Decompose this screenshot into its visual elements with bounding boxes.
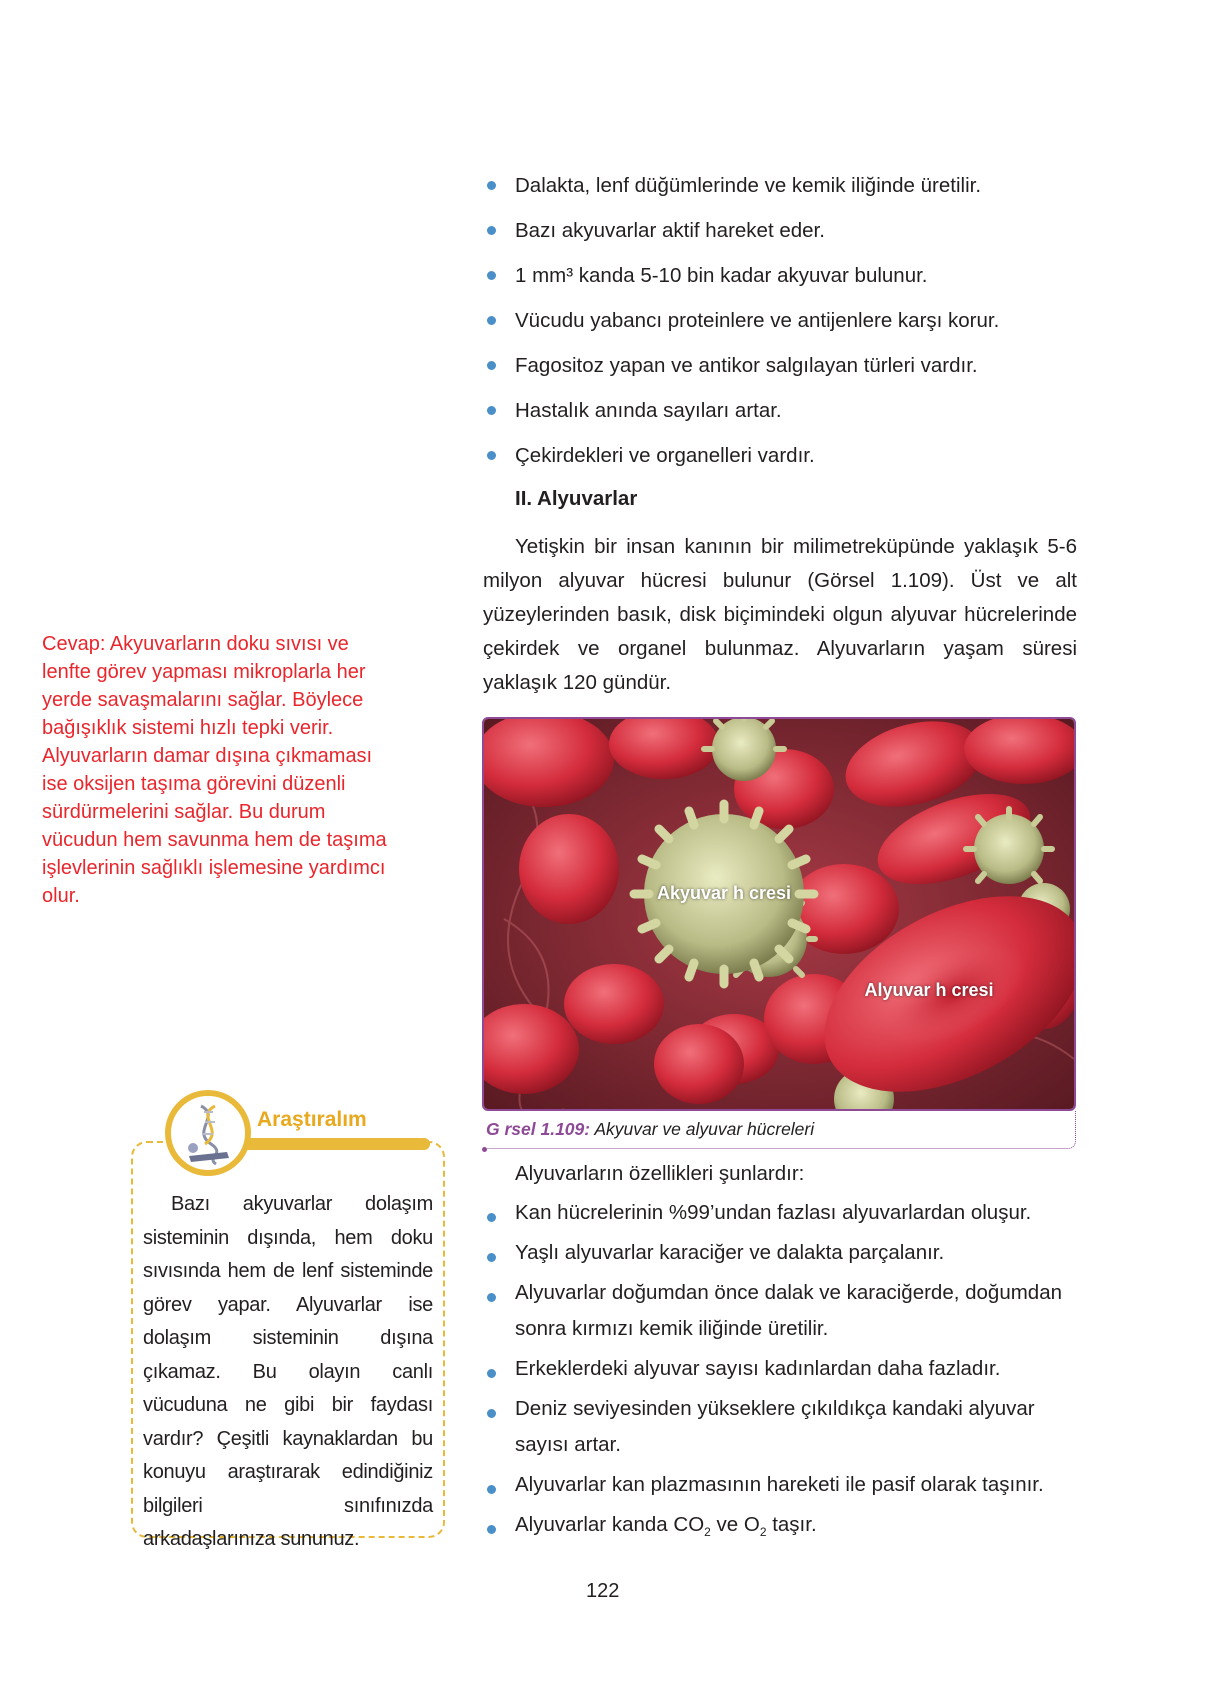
research-title: Araştıralım [257,1108,367,1131]
red-blood-cell-label: Alyuvar h cresi [864,980,994,1000]
list-item: Yaşlı alyuvarlar karaciğer ve dalakta parçalanır. [483,1235,1076,1271]
white-blood-cell-label: Akyuvar h cresi [656,883,792,903]
list-item: Alyuvarlar doğumdan önce dalak ve karaciğerde, doğumdan sonra kırmızı kemik iliğinde üretilir. [483,1275,1076,1347]
list-item: Erkeklerdeki alyuvar sayısı kadınlardan daha fazladır. [483,1351,1076,1387]
research-icon [165,1090,251,1176]
features-intro: Alyuvarların özellikleri şunlardır: [515,1162,805,1185]
caption-label: G rsel 1.109: [486,1119,591,1139]
dna-microscope-icon [171,1096,245,1170]
list-item: Bazı akyuvarlar aktif hareket eder. [483,208,1076,253]
blood-cells-illustration [484,719,1074,1109]
alyuvar-features-list [483,1195,1076,1554]
list-item [483,1507,1076,1550]
carry-text: taşır. [766,1513,817,1536]
caption-dot [482,1147,487,1152]
figure-caption [486,1119,814,1140]
list-item: Dalakta, lenf düğümlerinde ve kemik iliğinde üretilir. [483,163,1076,208]
list-item: Vücudu yabancı proteinlere ve antijenlere karşı korur. [483,298,1076,343]
list-item: Alyuvarlar kan plazmasının hareketi ile pasif olarak taşınır. [483,1467,1076,1503]
alyuvar-paragraph: Yetişkin bir insan kanının bir milimetreküpünde yaklaşık 5-6 milyon alyuvar hücresi bulunur (Görsel 1.109). Üst ve alt yüzeylerinden basık, disk biçimindeki olgun alyuvar hücrelerinde çekirdek ve organel bulunmaz. Alyuvarların yaşam süresi yaklaşık 120 gündür. [483,535,1077,694]
list-item: 1 mm³ kanda 5-10 bin kadar akyuvar bulunur. [483,253,1076,298]
caption-text: Akyuvar ve alyuvar hücreleri [590,1119,815,1139]
page-number: 122 [586,1580,620,1602]
akyuvar-features-list [483,163,1076,478]
section-heading: II. Alyuvarlar [515,487,638,510]
research-text: Bazı akyuvarlar dolaşım sisteminin dışında, hem doku sıvısında hem de lenf sisteminde görev yapar. Alyuvarlar ise dolaşım sisteminin dışına çıkamaz. Bu olayın canlı vücuduna ne gibi bir faydası vardır? Çeşitli kaynaklardan bu konuyu araştırarak edindiğiniz bilgileri sınıfınızda arkadaşlarınıza sununuz. [143,1193,433,1550]
co2-text: Alyuvarlar kanda CO [515,1513,705,1536]
answer-text: Cevap: Akyuvarların doku sıvısı ve lenfte görev yapması mikroplarla her yerde savaşmalarını sağlar. Böylece bağışıklık sistemi hızlı tepki verir. Alyuvarların damar dışına çıkmaması ise oksijen taşıma görevini düzenli sürdürmelerini sağlar. Bu durum vücudun hem savunma hem de taşıma işlevlerinin sağlıklı işlemesine yardımcı olur. [42,633,387,907]
list-item: Kan hücrelerinin %99’undan fazlası alyuvarlardan oluşur. [483,1195,1076,1231]
blood-cells-figure [482,717,1076,1111]
o2-subscript: 2 [759,1525,767,1540]
list-item: Çekirdekleri ve organelleri vardır. [483,433,1076,478]
o2-text: ve O [710,1513,760,1536]
list-item: Hastalık anında sayıları artar. [483,388,1076,433]
list-item: Fagositoz yapan ve antikor salgılayan türleri vardır. [483,343,1076,388]
co2-subscript: 2 [704,1525,711,1540]
list-item: Deniz seviyesinden yükseklere çıkıldıkça kandaki alyuvar sayısı artar. [483,1391,1076,1463]
